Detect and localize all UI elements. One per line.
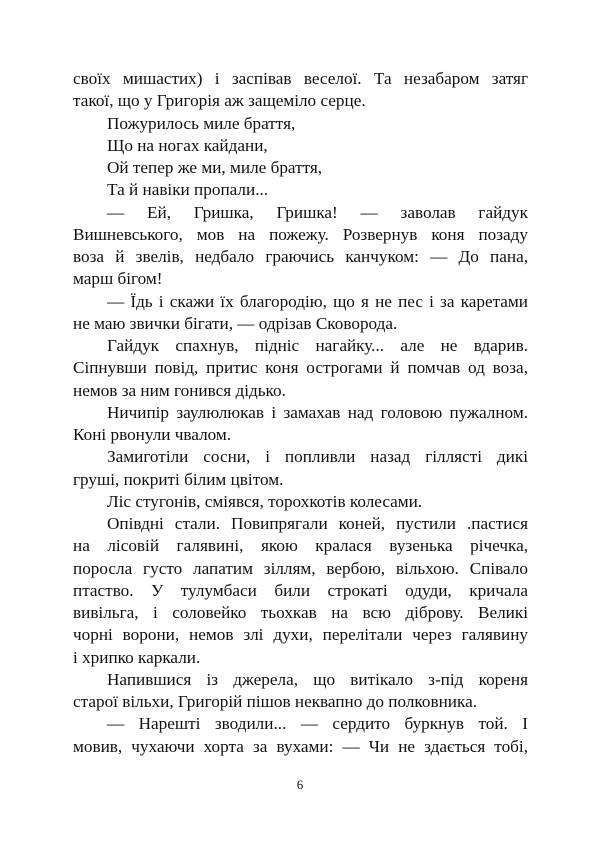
text-line: Пожурилось миле браття,: [107, 113, 296, 133]
text-line: — Ей, Гришка, Гришка! — заволав гайдук: [107, 202, 528, 222]
text-line: — Нарешті зводили... — сердито буркнув той. І: [107, 714, 528, 734]
text-line: не маю звички бігати, — одрізав Сковорода.: [73, 313, 398, 333]
text-line: і хрипко каркали.: [73, 647, 201, 667]
body-text: [73, 68, 528, 758]
text-line: марш бігом!: [73, 269, 163, 289]
text-line: Гайдук спахнув, підніс нагайку... але не вдарив.: [107, 336, 528, 355]
paragraph: [73, 491, 528, 513]
text-line: мовив, чухаючи хорта за вухами: — Чи не здається тобі,: [73, 736, 528, 756]
paragraph: [73, 68, 528, 113]
paragraph: [73, 335, 528, 402]
paragraph: [73, 513, 528, 669]
verse-line: [73, 113, 528, 135]
text-line: своїх мишастих) і заспівав веселої. Та незабаром затяг: [73, 69, 528, 88]
text-line: Ой тепер же ми, миле браття,: [107, 158, 323, 177]
text-line: на лісовій галявині, якою кралася вузенька річечка,: [73, 536, 528, 556]
text-line: Вишневського, мов на пожежу. Розвернув коня позаду: [73, 224, 528, 244]
text-line: Що на ногах кайдани,: [107, 135, 268, 155]
text-line: Та й навіки пропали...: [107, 180, 269, 200]
paragraph: [73, 446, 528, 491]
text-line: птаство. У тулумбаси били строкаті одуди, кричала: [73, 580, 528, 600]
text-line: вивільга, і соловейко тьохкав на всю діброву. Великі: [73, 603, 528, 622]
verse-line: [73, 179, 528, 201]
text-line: Замиготіли сосни, і попливли назад гіллясті дикі: [107, 447, 528, 467]
text-line: Сіпнувши повід, притис коня острогами й помчав од воза,: [73, 358, 528, 378]
text-line: Ничипір заулюлюкав і замахав над головою пужалном.: [107, 402, 528, 422]
text-line: поросла густо лапатим зіллям, вербою, вільхою. Співало: [73, 558, 528, 578]
verse-line: [73, 135, 528, 157]
paragraph: [73, 202, 528, 291]
text-line: такої, що у Григорія аж защеміло серце.: [73, 91, 366, 111]
page-number: 6: [296, 777, 304, 792]
paragraph: [73, 291, 528, 336]
text-line: старої вільхи, Григорій пішов неквапно до полковника.: [73, 692, 477, 711]
text-line: Опівдні стали. Повипрягали коней, пустили .пастися: [107, 514, 528, 533]
text-line: — Їдь і скажи їх благородію, що я не пес і за каретами: [107, 291, 528, 311]
text-line: Ліс стугонів, сміявся, торохкотів колесами.: [107, 491, 423, 511]
text-line: чорні ворони, немов злі духи, перелітали через галявину: [73, 625, 528, 645]
verse-line: [73, 157, 528, 179]
text-line: немов за ним гонився дідько.: [73, 380, 286, 400]
paragraph: [73, 669, 528, 714]
paragraph: [73, 402, 528, 447]
paragraph: [73, 713, 528, 758]
text-line: Коні рвонули чвалом.: [73, 425, 232, 444]
text-line: воза й звелів, недбало граючись канчуком: — До пана,: [73, 247, 528, 266]
text-line: Напившися із джерела, що витікало з-під кореня: [107, 669, 528, 689]
text-line: груші, покриті білим цвітом.: [73, 469, 284, 489]
